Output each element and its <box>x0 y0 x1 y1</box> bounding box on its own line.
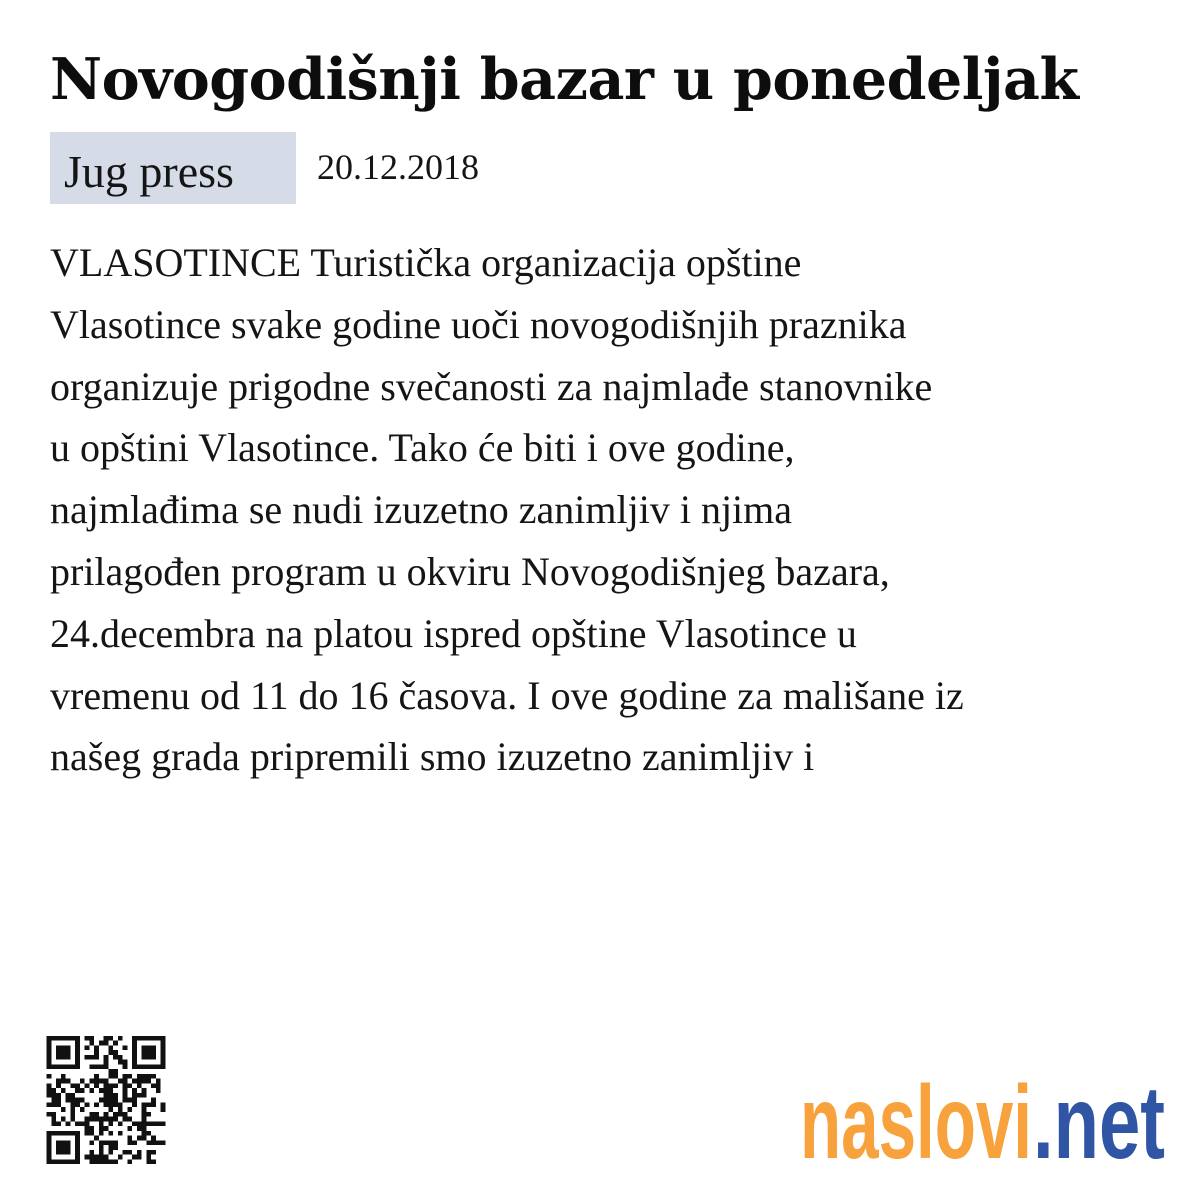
article-title: Novogodišnji bazar u ponedeljak <box>50 46 1079 113</box>
body-line: VLASOTINCE Turistička organizacija opštine <box>50 240 802 285</box>
qr-code-icon[interactable] <box>46 1036 166 1164</box>
body-line: 24.decembra na platou ispred opštine Vlasotince u <box>50 610 857 656</box>
source-label: Jug press <box>64 146 234 197</box>
naslovi-logo[interactable] <box>800 1060 1165 1170</box>
article-date: 20.12.2018 <box>317 147 479 187</box>
body-line: našeg grada pripremili smo izuzetno zanimljiv i <box>50 734 815 780</box>
body-line: organizuje prigodne svečanosti za najmlađe stanovnike <box>50 363 933 409</box>
body-line: najmlađima se nudi izuzetno zanimljiv i njima <box>50 487 793 533</box>
body-line: prilagođen program u okviru Novogodišnjeg bazara, <box>50 548 890 594</box>
source-badge[interactable] <box>50 132 296 204</box>
body-line: vremenu od 11 do 16 časova. I ove godine za mališane iz <box>50 672 964 718</box>
body-line: Vlasotince svake godine uoči novogodišnjih praznika <box>50 301 907 347</box>
article-body <box>50 232 1175 788</box>
body-line: u opštini Vlasotince. Tako će biti i ove godine, <box>50 425 795 471</box>
logo-text-net: .net <box>1033 1065 1165 1170</box>
logo-text-naslovi: naslovi <box>800 1065 1032 1170</box>
